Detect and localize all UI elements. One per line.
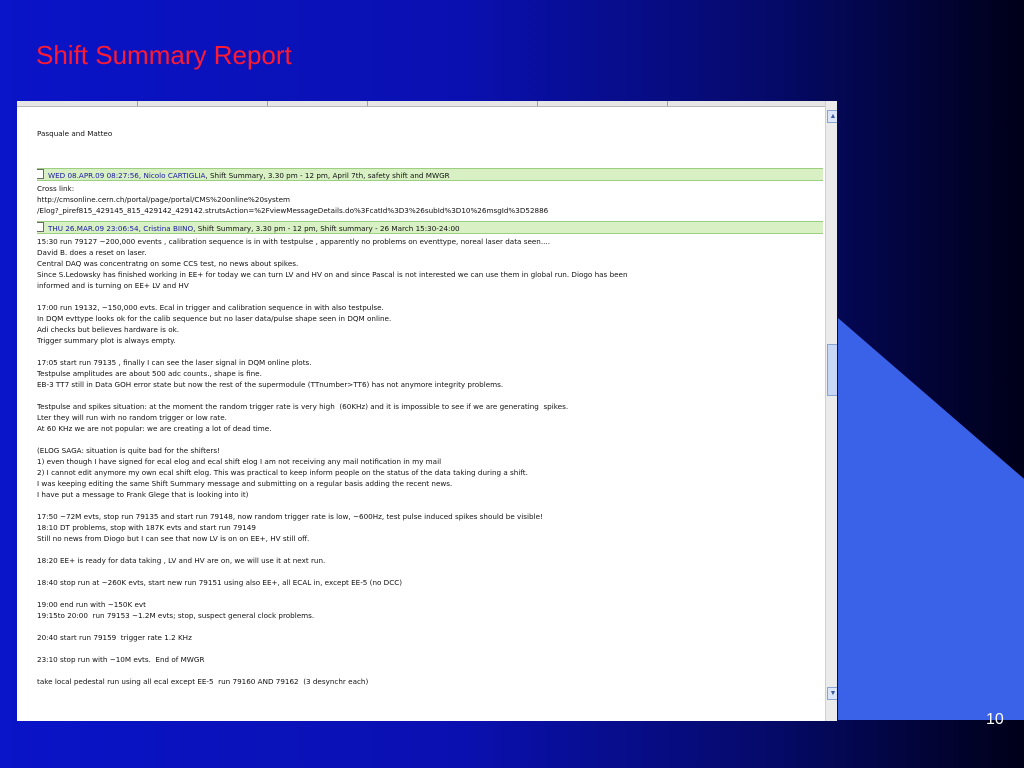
entry-header (37, 221, 823, 234)
scroll-thumb[interactable] (827, 344, 837, 396)
entry-subject: , Shift Summary, 3.30 pm - 12 pm, Shift summary - 26 March 15:30-24:00 (193, 224, 460, 233)
entry-body: Cross link: http://cmsonline.cern.ch/portal/page/portal/CMS%20online%20system /Elog?_piref815_429145_815_429142_429142.strutsAction=%2FviewMessageDetails.do%3FcatId%3D3%26subId%3D10%26msgId%3D52886 (37, 184, 549, 215)
elog-screenshot (17, 101, 837, 721)
document-icon[interactable] (37, 169, 44, 179)
document-icon[interactable] (37, 222, 44, 232)
elog-intro: Pasquale and Matteo (37, 129, 113, 138)
slide-number: 10 (986, 711, 1004, 728)
entry-date-link[interactable]: WED 08.APR.09 08:27:56, Nicolo CARTIGLIA (48, 171, 206, 180)
entry-subject: , Shift Summary, 3.30 pm - 12 pm, April 7th, safety shift and MWGR (205, 171, 450, 180)
scroll-down-arrow-icon[interactable]: ▼ (827, 687, 837, 700)
entry-header (37, 168, 823, 181)
slide-decoration-shape (838, 318, 1024, 720)
vertical-scrollbar[interactable] (825, 101, 837, 721)
entry-date-link[interactable]: THU 26.MAR.09 23:06:54, Cristina BIINO (48, 224, 194, 233)
scroll-up-arrow-icon[interactable]: ▲ (827, 110, 837, 123)
entry-body: 15:30 run 79127 ~200,000 events , calibration sequence is in with testpulse , apparently no problems on eventtype, noreal laser data seen.... David B. does a reset on laser. Central DAQ was concentratng on some CCS test, no news about spikes. Since S.Ledowsky has finished working in EE+ for today we can turn LV and HV on and since Pascal is not interested we can use them in global run. Diogo has been informed and is turning on EE+ LV and HV 17:00 run 19132, ~150,000 evts. Ecal in trigger and calibration sequence in with also testpulse. In DQM evttype looks ok for the calib sequence but no laser data/pulse shape seen in DQM online. Adi checks but believes hardware is ok. Trigger summary plot is always empty. 17:05 start run 79135 , finally I can see the laser signal in DQM online plots. Testpulse amplitudes are about 500 adc counts., shape is fine. EB-3 TT7 still in Data GOH error state but now the rest of the supermodule (TTnumber>TT6) has not anymore integrity problems. Testpulse and spikes situation: at the moment the random trigger rate is very high (60KHz) and it is impossible to see if we are generating spikes. Lter they will run wirh no random trigger or low rate. At 60 KHz we are not popular: we are creating a lot of dead time. (ELOG SAGA: situation is quite bad for the shifters! 1) even though I have signed for ecal elog and ecal shift elog I am not receiving any mail notification in my mail 2) I cannot edit anymore my own ecal shift elog. This was practical to keep inform people on the status of the data taking during a shift. I was keeping editing the same Shift Summary message and submitting on a regular basis adding the recent news. I have put a message to Frank Glege that is looking into it) 17:50 ~72M evts, stop run 79135 and start run 79148, now random trigger rate is low, ~600Hz, test pulse induced spikes should be visible! 18:10 DT problems, stop with 187K evts and start run 79149 Still no news from Diogo but I can see that now LV is on on EE+, HV still off. 18:20 EE+ is ready for data taking , LV and HV are on, we will use it at next run. 18:40 stop run at ~260K evts, start new run 79151 using also EE+, all ECAL in, except EE-5 (no DCC) 19:00 end run with ~150K evt 19:15to 20:00 run 79153 ~1.2M evts; stop, suspect general clock problems. 20:40 start run 79159 trigger rate 1.2 KHz 23:10 stop run with ~10M evts. End of MWGR take local pedestal run using all ecal except EE-5 run 79160 AND 79162 (3 desynchr each) (37, 237, 628, 686)
elog-content (37, 106, 825, 721)
slide-title: Shift Summary Report (36, 40, 292, 70)
